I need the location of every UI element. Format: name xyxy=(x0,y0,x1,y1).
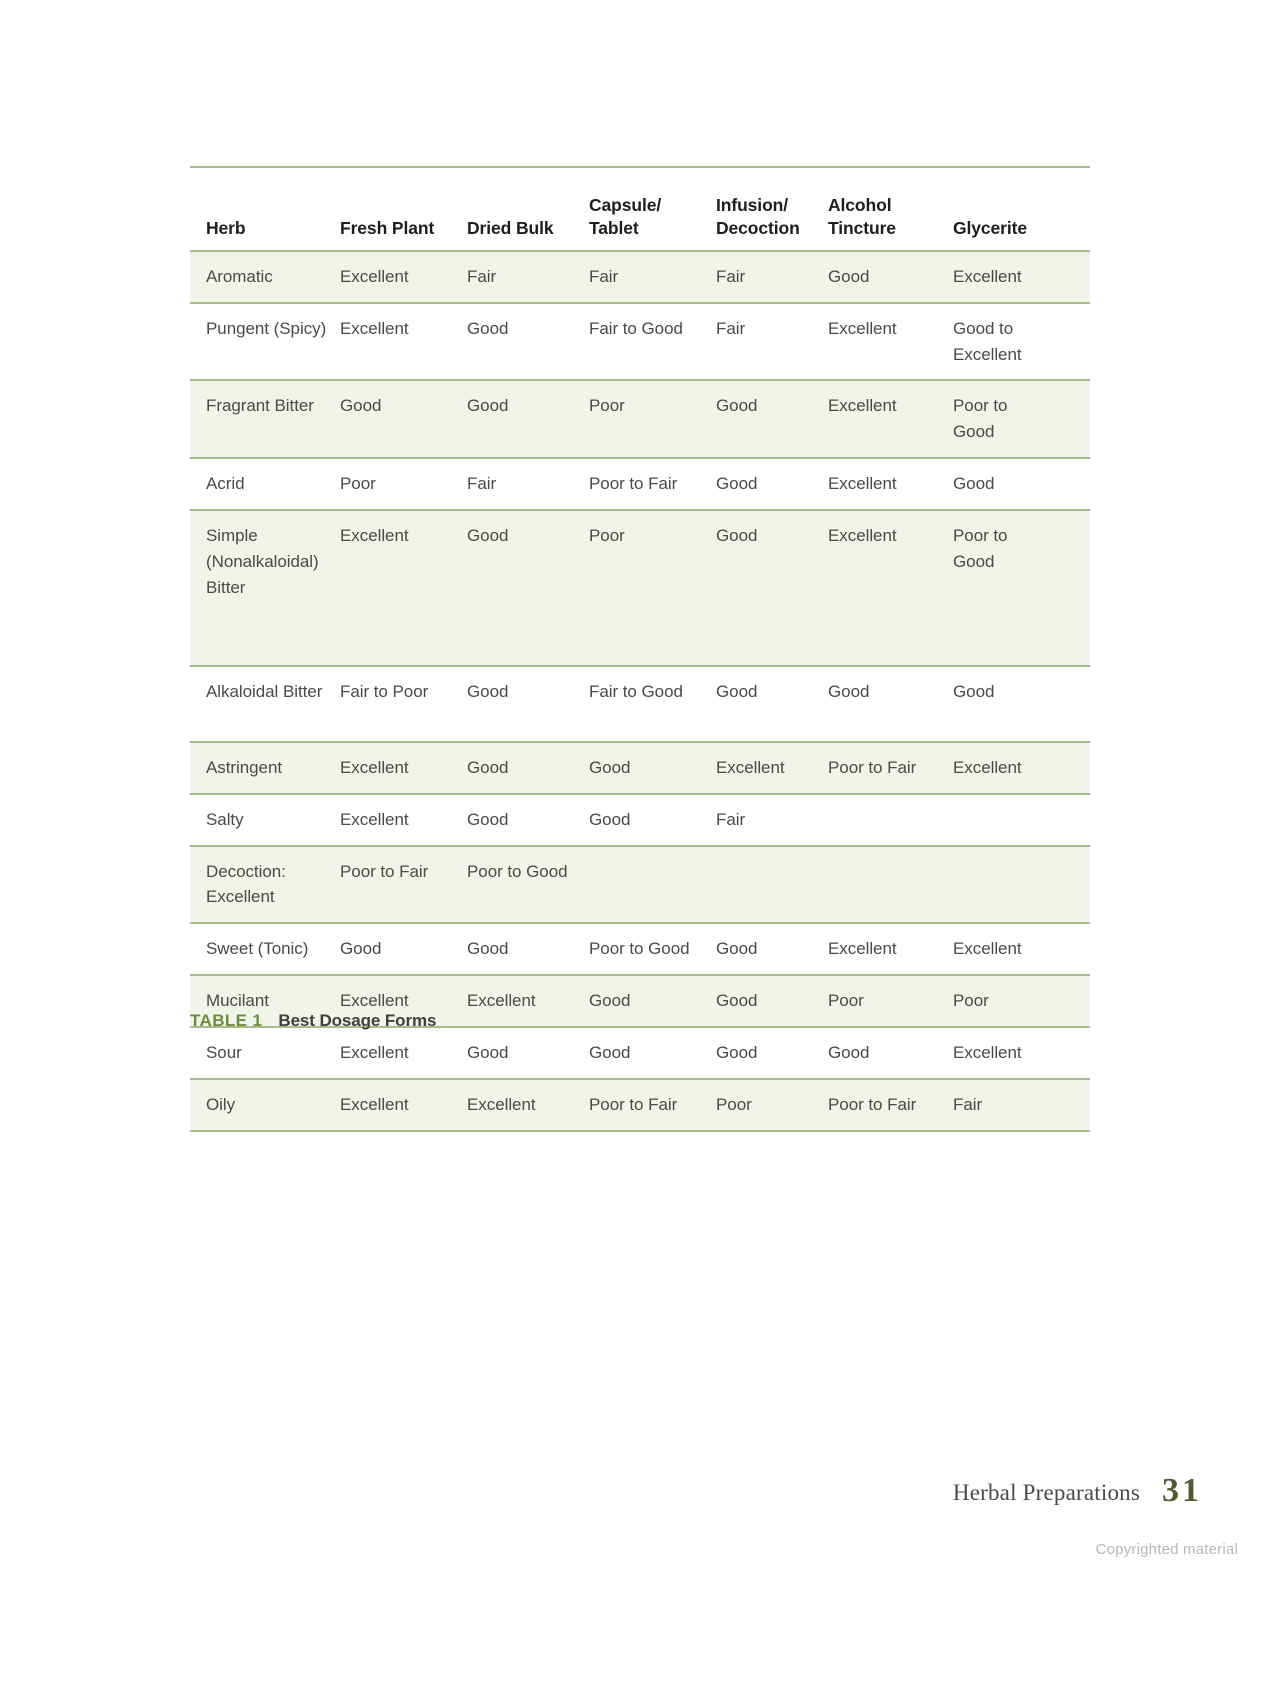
dosage-forms-table-block xyxy=(190,166,1090,1132)
column-header-dried: Dried Bulk xyxy=(467,167,589,251)
table-row xyxy=(190,458,1090,510)
cell-glycerite: Excellent xyxy=(953,742,1090,794)
cell-fresh: Good xyxy=(340,380,467,458)
cell-tincture: Good xyxy=(828,251,953,303)
cell-dried: Poor to Good xyxy=(467,846,589,924)
cell-capsule: Fair to Good xyxy=(589,303,716,381)
cell-infusion xyxy=(716,846,828,924)
cell-tincture: Excellent xyxy=(828,510,953,666)
cell-capsule: Fair xyxy=(589,251,716,303)
cell-tincture: Excellent xyxy=(828,458,953,510)
table-row xyxy=(190,303,1090,381)
row-label-cell: Sweet (Tonic) xyxy=(190,923,340,975)
table-row xyxy=(190,380,1090,458)
column-header-infusion: Infusion/ Decoction xyxy=(716,167,828,251)
cell-glycerite: Good xyxy=(953,666,1090,742)
cell-dried: Good xyxy=(467,923,589,975)
cell-dried: Excellent xyxy=(467,1079,589,1131)
cell-fresh: Excellent xyxy=(340,794,467,846)
table-row xyxy=(190,1079,1090,1131)
cell-infusion: Fair xyxy=(716,794,828,846)
dosage-forms-table xyxy=(190,166,1090,1132)
column-header-herb: Herb xyxy=(190,167,340,251)
cell-dried: Good xyxy=(467,794,589,846)
cell-capsule: Poor to Good xyxy=(589,923,716,975)
cell-tincture: Good xyxy=(828,1027,953,1079)
table-row xyxy=(190,666,1090,742)
cell-glycerite: Poor to Good xyxy=(953,510,1090,666)
cell-tincture: Excellent xyxy=(828,303,953,381)
row-label-cell: Pungent (Spicy) xyxy=(190,303,340,381)
page-footer xyxy=(0,1472,1280,1560)
cell-infusion: Excellent xyxy=(716,742,828,794)
cell-glycerite: Excellent xyxy=(953,1027,1090,1079)
table-caption-label: TABLE 1 xyxy=(190,1011,263,1030)
cell-glycerite: Excellent xyxy=(953,251,1090,303)
cell-fresh: Excellent xyxy=(340,303,467,381)
cell-infusion: Good xyxy=(716,1027,828,1079)
cell-tincture: Poor to Fair xyxy=(828,742,953,794)
row-label-cell: Decoction: Excellent xyxy=(190,846,340,924)
table-row xyxy=(190,742,1090,794)
page-number: 31 xyxy=(1162,1472,1202,1509)
table-header xyxy=(190,167,1090,251)
cell-capsule xyxy=(589,846,716,924)
row-label-cell: Alkaloidal Bitter xyxy=(190,666,340,742)
cell-infusion: Fair xyxy=(716,303,828,381)
cell-dried: Good xyxy=(467,1027,589,1079)
table-row xyxy=(190,510,1090,666)
table-row xyxy=(190,923,1090,975)
cell-tincture: Good xyxy=(828,666,953,742)
table-caption xyxy=(190,1011,436,1031)
cell-fresh: Excellent xyxy=(340,1079,467,1131)
cell-infusion: Fair xyxy=(716,251,828,303)
cell-fresh: Fair to Poor xyxy=(340,666,467,742)
row-label-cell: Sour xyxy=(190,1027,340,1079)
column-header-fresh: Fresh Plant xyxy=(340,167,467,251)
cell-glycerite: Excellent xyxy=(953,923,1090,975)
cell-capsule: Good xyxy=(589,742,716,794)
cell-infusion: Good xyxy=(716,380,828,458)
row-label-cell: Acrid xyxy=(190,458,340,510)
cell-capsule: Fair to Good xyxy=(589,666,716,742)
cell-capsule: Good xyxy=(589,975,716,1027)
cell-tincture: Excellent xyxy=(828,380,953,458)
row-label-cell: Aromatic xyxy=(190,251,340,303)
table-row xyxy=(190,1027,1090,1079)
copyright-notice: Copyrighted material xyxy=(1095,1541,1238,1558)
cell-capsule: Good xyxy=(589,1027,716,1079)
cell-glycerite: Poor xyxy=(953,975,1090,1027)
cell-glycerite: Good to Excellent xyxy=(953,303,1090,381)
cell-tincture xyxy=(828,794,953,846)
cell-dried: Good xyxy=(467,303,589,381)
cell-infusion: Good xyxy=(716,975,828,1027)
cell-fresh: Poor to Fair xyxy=(340,846,467,924)
column-header-tincture: Alcohol Tincture xyxy=(828,167,953,251)
row-label-cell: Oily xyxy=(190,1079,340,1131)
cell-tincture: Poor xyxy=(828,975,953,1027)
cell-fresh: Excellent xyxy=(340,251,467,303)
cell-dried: Good xyxy=(467,380,589,458)
cell-dried: Good xyxy=(467,742,589,794)
cell-capsule: Poor xyxy=(589,510,716,666)
cell-fresh: Poor xyxy=(340,458,467,510)
table-header-row xyxy=(190,167,1090,251)
running-head: Herbal Preparations xyxy=(952,1480,1140,1505)
table-row xyxy=(190,251,1090,303)
row-label-cell: Simple (Nonalkaloidal) Bitter xyxy=(190,510,340,666)
cell-fresh: Excellent xyxy=(340,510,467,666)
row-label-cell: Mucilant xyxy=(190,975,340,1027)
table-body xyxy=(190,251,1090,1131)
row-label-cell: Fragrant Bitter xyxy=(190,380,340,458)
row-label-cell: Astringent xyxy=(190,742,340,794)
cell-glycerite: Poor to Good xyxy=(953,380,1090,458)
cell-dried: Good xyxy=(467,666,589,742)
cell-capsule: Poor to Fair xyxy=(589,458,716,510)
cell-infusion: Good xyxy=(716,510,828,666)
cell-tincture xyxy=(828,846,953,924)
cell-glycerite: Good xyxy=(953,458,1090,510)
cell-infusion: Good xyxy=(716,458,828,510)
column-header-capsule: Capsule/ Tablet xyxy=(589,167,716,251)
cell-capsule: Good xyxy=(589,794,716,846)
cell-fresh: Excellent xyxy=(340,975,467,1027)
column-header-glycerite: Glycerite xyxy=(953,167,1090,251)
cell-tincture: Excellent xyxy=(828,923,953,975)
cell-fresh: Good xyxy=(340,923,467,975)
cell-dried: Fair xyxy=(467,458,589,510)
cell-glycerite xyxy=(953,794,1090,846)
table-row xyxy=(190,794,1090,846)
cell-infusion: Poor xyxy=(716,1079,828,1131)
cell-capsule: Poor xyxy=(589,380,716,458)
cell-dried: Fair xyxy=(467,251,589,303)
row-label-cell: Salty xyxy=(190,794,340,846)
table-row xyxy=(190,846,1090,924)
cell-infusion: Good xyxy=(716,923,828,975)
cell-fresh: Excellent xyxy=(340,742,467,794)
cell-dried: Excellent xyxy=(467,975,589,1027)
cell-dried: Good xyxy=(467,510,589,666)
cell-tincture: Poor to Fair xyxy=(828,1079,953,1131)
cell-fresh: Excellent xyxy=(340,1027,467,1079)
cell-glycerite: Fair xyxy=(953,1079,1090,1131)
cell-infusion: Good xyxy=(716,666,828,742)
cell-glycerite xyxy=(953,846,1090,924)
table-caption-title: Best Dosage Forms xyxy=(278,1011,437,1030)
cell-capsule: Poor to Fair xyxy=(589,1079,716,1131)
